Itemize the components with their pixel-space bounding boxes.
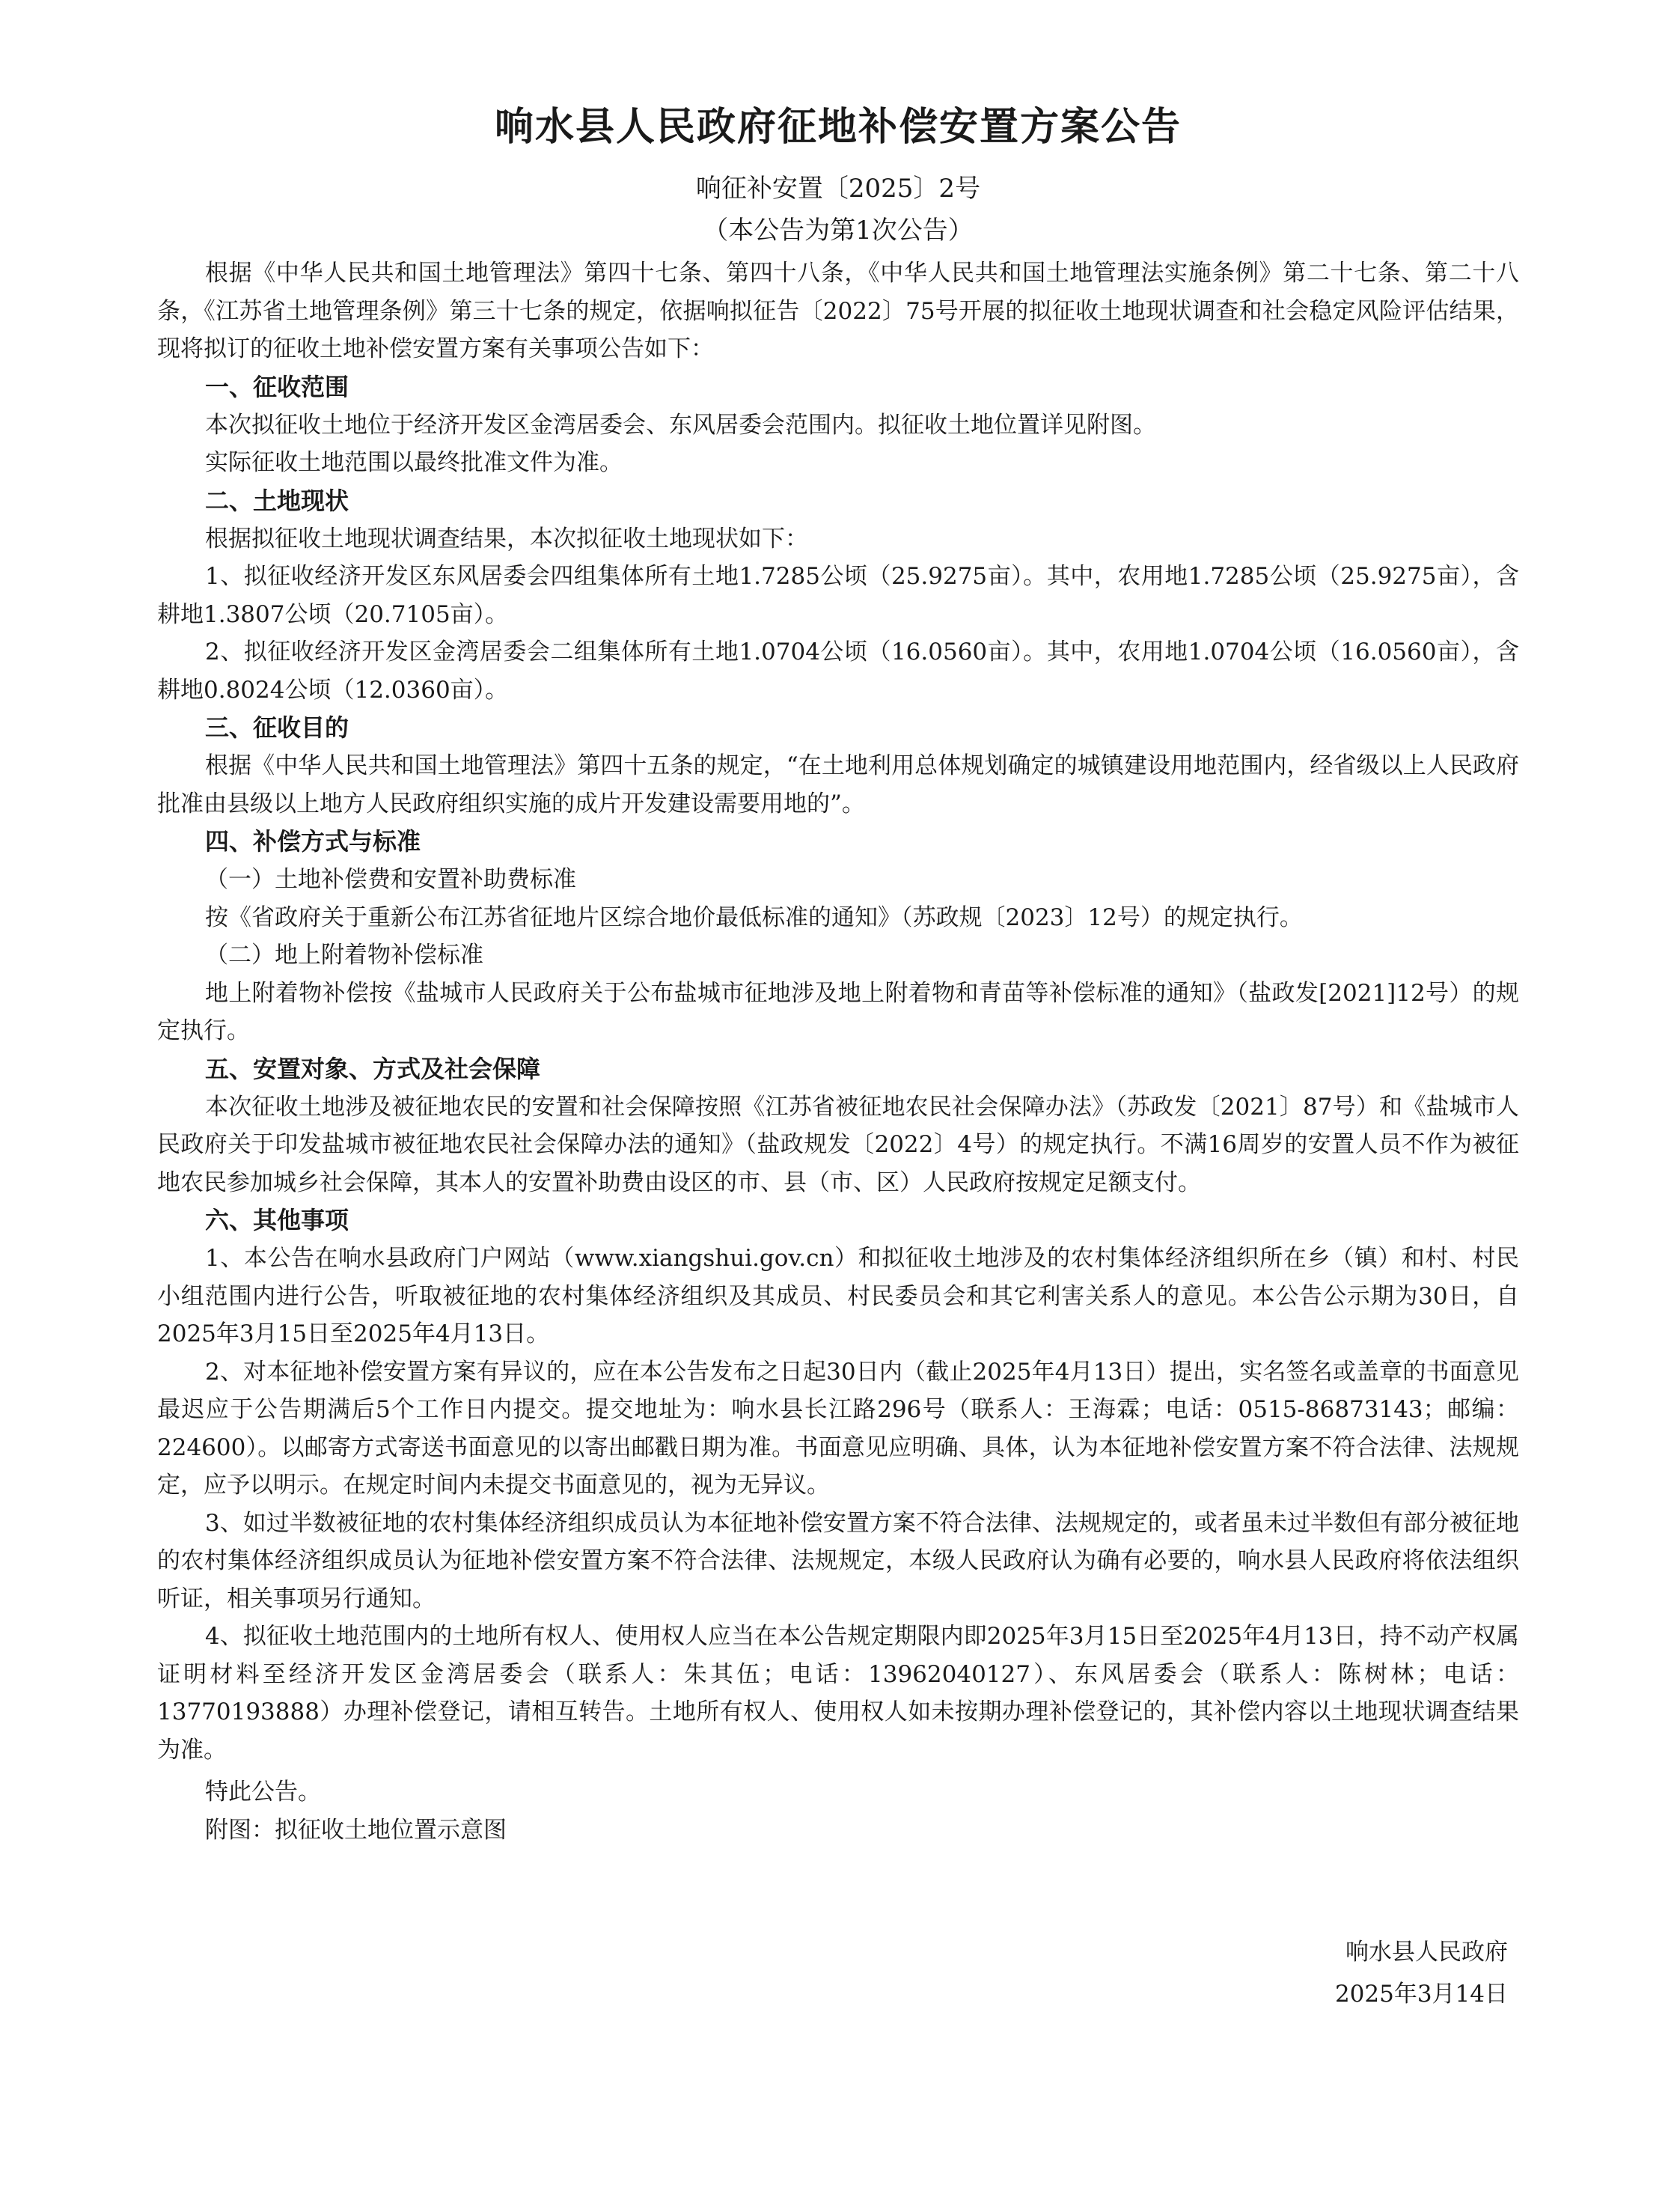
signature-block bbox=[1335, 1931, 1508, 2015]
document-number: 响征补安置〔2025〕2号 bbox=[695, 174, 981, 204]
section-heading-compensation: 四、补偿方式与标准 bbox=[205, 827, 421, 856]
paragraph: 根据拟征收土地现状调查结果，本次拟征收土地现状如下： bbox=[205, 525, 808, 552]
paragraph: 根据《中华人民共和国土地管理法》第四十五条的规定，“在土地利用总体规划确定的城镇建设用地范围内，经省级以上人民政府批准由县级以上地方人民政府组织实施的成片开发建设需要用地的”。 bbox=[157, 752, 1519, 817]
issue-date: 2025年3月14日 bbox=[1334, 1981, 1508, 2008]
issuer-name: 响水县人民政府 bbox=[1345, 1939, 1508, 1966]
notice-number: （本公告为第1次公告） bbox=[703, 216, 974, 246]
intro-paragraph: 根据《中华人民共和国土地管理法》第四十七条、第四十八条，《中华人民共和国土地管理法实施条例》第二十七条、第二十八条，《江苏省土地管理条例》第三十七条的规定，依据响拟征告〔2022〕75号开展的拟征收土地现状调查和社会稳定风险评估结果，现将拟订的征收土地补偿安置方案有关事项公告如下： bbox=[157, 260, 1519, 362]
section-heading-resettlement: 五、安置对象、方式及社会保障 bbox=[205, 1054, 541, 1083]
document-body bbox=[157, 97, 1519, 1849]
section-heading-purpose: 三、征收目的 bbox=[205, 713, 349, 742]
paragraph: 1、拟征收经济开发区东风居委会四组集体所有土地1.7285公顷（25.9275亩）。其中，农用地1.7285公顷（25.9275亩），含耕地1.3807公顷（20.7105亩）。 bbox=[157, 563, 1519, 628]
paragraph: 本次拟征收土地位于经济开发区金湾居委会、东风居委会范围内。拟征收土地位置详见附图。 bbox=[205, 411, 1156, 439]
attachment-note: 附图：拟征收土地位置示意图 bbox=[205, 1816, 507, 1844]
paragraph: 1、本公告在响水县政府门户网站（www.xiangshui.gov.cn）和拟征收土地涉及的农村集体经济组织所在乡（镇）和村、村民小组范围内进行公告，听取被征地的农村集体经济组织及其成员、村民委员会和其它利害关系人的意见。本公告公示期为30日，自2025年3月15日至2025年4月13日。 bbox=[157, 1245, 1519, 1347]
closing-statement: 特此公告。 bbox=[205, 1779, 321, 1806]
paragraph: 2、对本征地补偿安置方案有异议的，应在本公告发布之日起30日内（截止2025年4月13日）提出，实名签名或盖章的书面意见最迟应于公告期满后5个工作日内提交。提交地址为：响水县长江路296号（联系人：王海霖；电话：0515-86873143；邮编：224600）。以邮寄方式寄送书面意见的以寄出邮戳日期为准。书面意见应明确、具体，认为本征地补偿安置方案不符合法律、法规规定，应予以明示。在规定时间内未提交书面意见的，视为无异议。 bbox=[157, 1358, 1519, 1499]
section-heading-land-status: 二、土地现状 bbox=[205, 486, 349, 515]
paragraph: 按《省政府关于重新公布江苏省征地片区综合地价最低标准的通知》（苏政规〔2023〕12号）的规定执行。 bbox=[205, 904, 1303, 931]
paragraph: 2、拟征收经济开发区金湾居委会二组集体所有土地1.0704公顷（16.0560亩）。其中，农用地1.0704公顷（16.0560亩），含耕地0.8024公顷（12.0360亩）。 bbox=[157, 639, 1519, 704]
paragraph: （一）土地补偿费和安置补助费标准 bbox=[205, 866, 576, 893]
section-heading-other: 六、其他事项 bbox=[205, 1206, 349, 1234]
paragraph: 实际征收土地范围以最终批准文件为准。 bbox=[205, 449, 623, 476]
paragraph: 本次征收土地涉及被征地农民的安置和社会保障按照《江苏省被征地农民社会保障办法》（苏政发〔2021〕87号）和《盐城市人民政府关于印发盐城市被征地农民社会保障办法的通知》（盐政规发〔2022〕4号）的规定执行。不满16周岁的安置人员不作为被征地农民参加城乡社会保障，其本人的安置补助费由设区的市、县（市、区）人民政府按规定足额支付。 bbox=[157, 1093, 1519, 1196]
paragraph: （二）地上附着物补偿标准 bbox=[205, 942, 483, 969]
paragraph: 地上附着物补偿按《盐城市人民政府关于公布盐城市征地涉及地上附着物和青苗等补偿标准的通知》（盐政发[2021]12号）的规定执行。 bbox=[157, 979, 1519, 1044]
document-title: 响水县人民政府征地补偿安置方案公告 bbox=[494, 104, 1182, 150]
paragraph: 4、拟征收土地范围内的土地所有权人、使用权人应当在本公告规定期限内即2025年3月15日至2025年4月13日，持不动产权属证明材料至经济开发区金湾居委会（联系人：朱其伍；电话：13962040127）、东风居委会（联系人：陈树林；电话：13770193888）办理补偿登记，请相互转告。土地所有权人、使用权人如未按期办理补偿登记的，其补偿内容以土地现状调查结果为准。 bbox=[157, 1623, 1519, 1764]
paragraph: 3、如过半数被征地的农村集体经济组织成员认为本征地补偿安置方案不符合法律、法规规定的，或者虽未过半数但有部分被征地的农村集体经济组织成员认为征地补偿安置方案不符合法律、法规规定，本级人民政府认为确有必要的，响水县人民政府将依法组织听证，相关事项另行通知。 bbox=[157, 1509, 1519, 1612]
section-heading-scope: 一、征收范围 bbox=[205, 372, 349, 401]
